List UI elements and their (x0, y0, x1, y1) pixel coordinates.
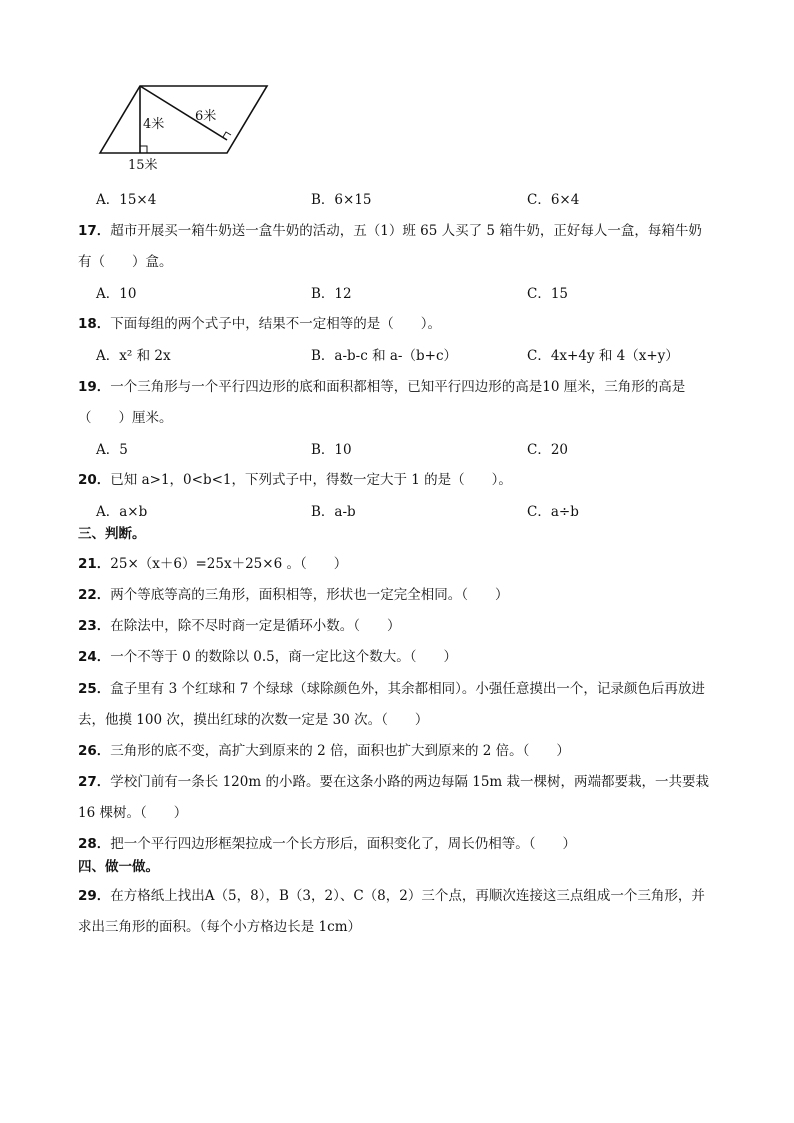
q19-option-c[interactable]: C．20 (527, 442, 569, 458)
label-base: 15米 (128, 158, 158, 170)
question-number: 21． (78, 556, 111, 572)
q20-option-a[interactable]: A．a×b (96, 504, 148, 520)
q18-option-a[interactable]: A．x² 和 2x (96, 348, 171, 364)
question-number: 28． (78, 836, 111, 852)
question-number: 22． (78, 587, 111, 603)
question-27-cont: 16 棵树。（ ） (78, 805, 188, 821)
q17-option-b[interactable]: B．12 (311, 286, 352, 302)
question-text: 一个三角形与一个平行四边形的底和面积都相等，已知平行四边形的高是10 厘米，三角形的高是 (110, 379, 686, 395)
question-number: 29． (78, 888, 111, 904)
question-24 (78, 645, 457, 665)
question-text: 25×（x＋6）=25x＋25×6 。（ ） (110, 556, 348, 572)
q20-option-b[interactable]: B．a-b (311, 504, 356, 520)
question-number: 24． (78, 649, 111, 665)
question-25-cont: 去，他摸 100 次，摸出红球的次数一定是 30 次。（ ） (78, 712, 429, 728)
question-23 (78, 614, 401, 634)
question-number: 23． (78, 618, 111, 634)
question-28 (78, 832, 576, 852)
question-27 (78, 770, 709, 790)
question-text: 在方格纸上找出A（5，8），B（3，2）、C（8，2）三个点，再顺次连接这三点组成一个三角形，并 (110, 888, 705, 904)
question-number: 19． (78, 379, 111, 395)
question-text: 下面每组的两个式子中，结果不一定相等的是（ ）。 (110, 316, 442, 332)
label-height: 4米 (143, 117, 165, 132)
question-number: 20． (78, 472, 111, 488)
q19-option-a[interactable]: A．5 (96, 442, 128, 458)
q16-option-a[interactable]: A．15×4 (96, 192, 157, 208)
question-text: 一个不等于 0 的数除以 0.5，商一定比这个数大。（ ） (110, 649, 457, 665)
parallelogram-figure (95, 80, 295, 170)
question-number: 27． (78, 774, 111, 790)
question-29 (78, 884, 705, 904)
question-17 (78, 219, 702, 239)
question-21 (78, 552, 347, 572)
question-number: 17． (78, 223, 111, 239)
question-26 (78, 739, 570, 759)
section-heading-3: 三、判断。 (78, 526, 146, 542)
question-number: 26． (78, 743, 111, 759)
question-text: 学校门前有一条长 120m 的小路。要在这条小路的两边每隔 15m 栽一棵树，两端都要栽，一共要栽 (110, 774, 710, 790)
question-text: 超市开展买一箱牛奶送一盒牛奶的活动，五（1）班 65 人买了 5 箱牛奶，正好每人一盒，每箱牛奶 (110, 223, 702, 239)
label-slant: 6米 (195, 109, 217, 124)
question-text: 三角形的底不变，高扩大到原来的 2 倍，面积也扩大到原来的 2 倍。（ ） (110, 743, 570, 759)
question-29-cont: 求出三角形的面积。（每个小方格边长是 1cm） (78, 919, 361, 935)
question-text: 两个等底等高的三角形，面积相等，形状也一定完全相同。（ ） (110, 587, 509, 603)
question-number: 18． (78, 316, 111, 332)
question-number: 25． (78, 681, 111, 697)
q18-option-b[interactable]: B．a-b-c 和 a-（b+c） (311, 348, 458, 364)
question-19 (78, 375, 685, 395)
question-20 (78, 468, 512, 488)
q16-option-c[interactable]: C．6×4 (527, 192, 580, 208)
q19-option-b[interactable]: B．10 (311, 442, 352, 458)
question-19-cont: （ ）厘米。 (78, 410, 173, 426)
question-17-cont: 有（ ）盒。 (78, 254, 173, 270)
q16-option-b[interactable]: B．6×15 (311, 192, 372, 208)
section-heading-4: 四、做一做。 (78, 859, 159, 875)
q17-option-c[interactable]: C．15 (527, 286, 569, 302)
question-text: 已知 a>1，0<b<1，下列式子中，得数一定大于 1 的是（ ）。 (110, 472, 512, 488)
question-text: 盒子里有 3 个红球和 7 个绿球（球除颜色外，其余都相同）。小强任意摸出一个，记录颜色后再放进 (110, 681, 705, 697)
question-22 (78, 583, 509, 603)
question-25 (78, 677, 705, 697)
q18-option-c[interactable]: C．4x+4y 和 4（x+y） (527, 348, 679, 364)
question-text: 把一个平行四边形框架拉成一个长方形后，面积变化了，周长仍相等。（ ） (110, 836, 577, 852)
q17-option-a[interactable]: A．10 (96, 286, 137, 302)
question-18 (78, 312, 441, 332)
question-text: 在除法中，除不尽时商一定是循环小数。（ ） (110, 618, 401, 634)
q20-option-c[interactable]: C．a÷b (527, 504, 579, 520)
